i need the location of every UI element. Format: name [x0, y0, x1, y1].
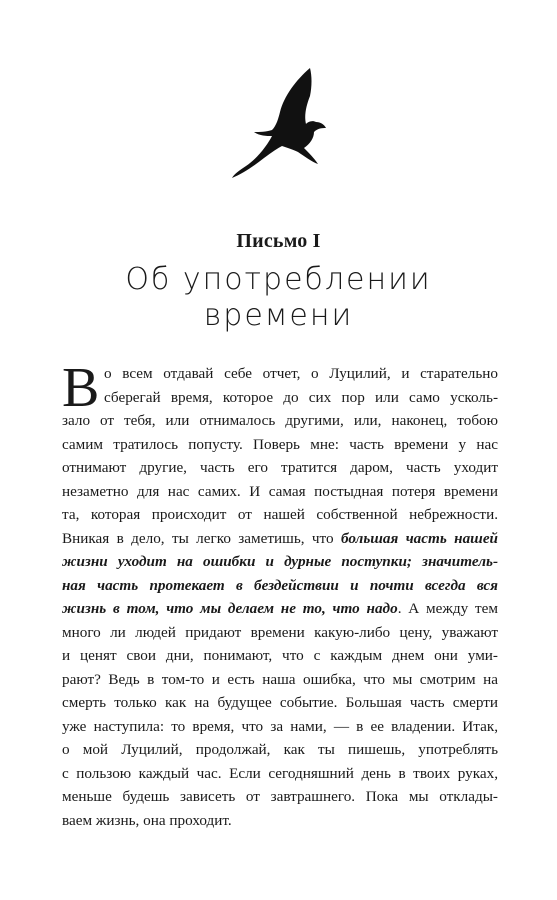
- text-line: незаметно для нас самих. И самая постыдная потеря времени: [62, 482, 498, 500]
- text-line: та, которая происходит от нашей собственной небрежности.: [62, 506, 498, 523]
- text-line: зало от тебя, или отнималось другими, или, наконец, тобою: [62, 412, 498, 429]
- text-line: [62, 597, 498, 621]
- text-line: самим тратилось попусту. Поверь мне: часть времени у нас: [62, 435, 498, 453]
- chapter-title-line-1: Об употреблении: [125, 262, 432, 297]
- text-line: смерть только как на будущее событие. Большая часть смерти: [62, 694, 498, 711]
- emphasized-text: большая часть нашей: [340, 529, 499, 547]
- emphasized-text-line: ная часть протекает в бездействии и почти всегда вся: [62, 576, 498, 594]
- text-segment: . А между тем: [397, 600, 498, 617]
- text-line: с пользою каждый час. Если сегодняшний день в твоих руках,: [62, 764, 498, 782]
- emphasized-text: жизнь в том, что мы делаем не то, что надо: [62, 600, 398, 617]
- text-line: ваем жизнь, она проходит.: [62, 811, 232, 829]
- chapter-title: [0, 262, 557, 334]
- text-line: о мой Луцилий, продолжай, как ты пишешь, употреблять: [62, 741, 498, 758]
- text-line: меньше будешь зависеть от завтрашнего. Пока мы отклады-: [62, 788, 498, 805]
- drop-cap: В: [62, 357, 100, 419]
- text-line: и ценят свои дни, понимают, что с каждым днем они уми-: [62, 647, 498, 664]
- text-line: много ли людей придают времени какую-либо цену, уважают: [62, 623, 498, 641]
- letter-number: Письмо I: [236, 230, 321, 252]
- text-line: рают? Ведь в том-то и есть наша ошибка, что мы смотрим на: [62, 670, 498, 688]
- text-line: уже наступила: то время, что за нами, — в ее владении. Итак,: [62, 717, 498, 735]
- chapter-title-line-2: времени: [203, 298, 354, 333]
- emphasized-text-line: жизни уходит на ошибки и дурные поступки; значитель-: [62, 553, 498, 570]
- text-line: отнимают другие, часть его тратится даром, часть уходит: [62, 459, 498, 476]
- text-segment: Вникая в дело, ты легко заметишь, что: [62, 529, 341, 547]
- letter-body: [62, 357, 499, 832]
- text-line: о всем отдавай себе отчет, о Луцилий, и старательно: [104, 365, 498, 382]
- text-line: сберегай время, которое до сих пор или само усколь-: [104, 388, 498, 406]
- text-line: [62, 527, 498, 551]
- eagle-illustration: [232, 66, 332, 182]
